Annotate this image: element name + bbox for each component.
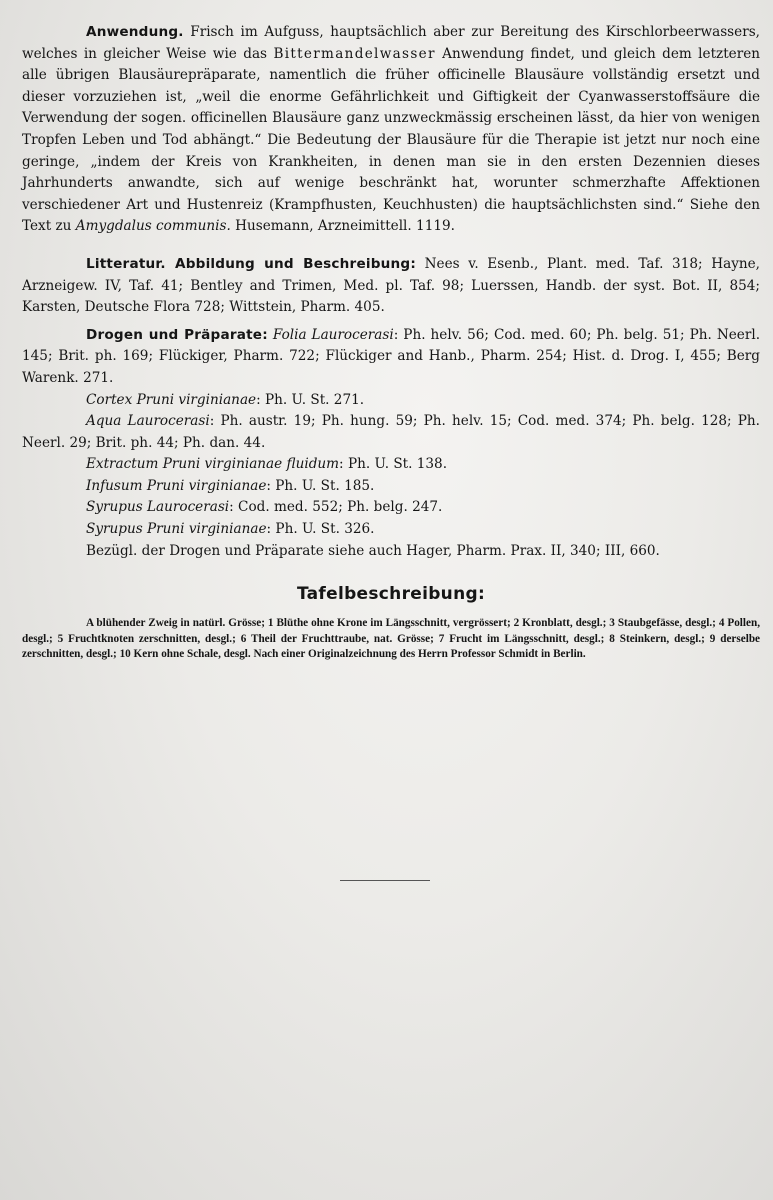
drogen-item-name: Aqua Laurocerasi (86, 413, 210, 430)
drogen-item-extractum (22, 454, 760, 476)
litteratur-heading: Litteratur. Abbildung und Beschreibung: (86, 255, 416, 272)
folia-name: Folia Laurocerasi (272, 326, 394, 343)
drogen-item-name: Syrupus Laurocerasi (86, 499, 230, 516)
drogen-item-text: : Ph. U. St. 326. (266, 521, 375, 538)
drogen-item-aqua (22, 411, 760, 454)
drogen-item-text: : Ph. U. St. 271. (256, 391, 365, 408)
drogen-paragraph (22, 325, 760, 390)
amygdalus-reference: Amygdalus communis. (75, 218, 231, 235)
anwendung-text-3: Husemann, Arzneimittell. 1119. (230, 218, 455, 235)
anwendung-text-1: Frisch im Aufguss, hauptsächlich aber zur Bereitung des Kirschlorbeerwassers, welches in gleicher Weise wie das (22, 24, 760, 62)
document-page (22, 22, 760, 662)
divider-rule (340, 880, 430, 881)
drogen-item-text: : Ph. U. St. 138. (339, 456, 448, 473)
drogen-item-text: : Cod. med. 552; Ph. belg. 247. (229, 499, 443, 516)
tafel-title: Tafelbeschreibung: (296, 584, 486, 605)
drogen-item-name: Cortex Pruni virginianae (86, 391, 257, 408)
drogen-item-name: Infusum Pruni virginianae (86, 477, 267, 494)
tafel-text: A blühender Zweig in natürl. Grösse; 1 Blüthe ohne Krone im Längsschnitt, vergrössert; 2 Kronblatt, desgl.; 3 Staubgefässe, desgl.; 4 Pollen, desgl.; 5 Fruchtknoten zerschnitten, desgl.; 6 Theil der Fruchttraube, nat. Grösse; 7 Frucht im Längsschnitt, desgl.; 8 Steinkern, desgl.; 9 derselbe zerschnitten, desgl.; 10 Kern ohne Schale, desgl. Nach einer Originalzeichnung des Herrn Professor Schmidt in Berlin. (22, 617, 760, 661)
bittermandelwasser-term: Bittermandelwasser (273, 45, 436, 62)
drogen-item-syrupus-laurocerasi (22, 497, 760, 519)
anwendung-text-2: Anwendung findet, und gleich dem letzteren alle übrigen Blausäurepräparate, namentlich die früher officinelle Blausäure vollständig ersetzt und dieser vorzuziehen ist, „weil die enorme Gefährlichkeit und Giftigkeit der Cyanwasserstoffsäure die Verwendung der sogen. officinellen Blausäure ganz unzweckmässig erscheinen lässt, da hier von wenigen Tropfen Leben und Tod abhängt.“ Die Bedeutung der Blausäure für die Therapie ist jetzt nur noch eine geringe, „indem der Kreis von Krankheiten, in denen man sie in den ersten Dezennien dieses Jahrhunderts anwandte, sich auf wenige beschränkt hat, worunter schmerzhafte Affektionen verschiedener Art und Hustenreiz (Krampfhusten, Keuchhusten) die hauptsächlichsten sind.“ Siehe den Text zu (22, 45, 760, 235)
litteratur-text: Nees v. Esenb., Plant. med. Taf. 318; Hayne, Arzneigew. IV, Taf. 41; Bentley and Trimen, Med. pl. Taf. 98; Luerssen, Handb. der syst. Bot. II, 854; Karsten, Deutsche Flora 728; Wittstein, Pharm. 405. (22, 255, 761, 316)
folia-text: : Ph. helv. 56; Cod. med. 60; Ph. belg. 51; Ph. Neerl. 145; Brit. ph. 169; Flückiger, Pharm. 722; Flückiger and Hanb., Pharm. 254; Hist. d. Drog. I, 455; Berg Warenk. 271. (22, 326, 761, 386)
drogen-item-syrupus-pruni (22, 519, 760, 541)
drogen-item-text: : Ph. U. St. 185. (266, 477, 375, 494)
drogen-item-name: Extractum Pruni virginianae fluidum (86, 456, 340, 473)
drogen-item-text: : Ph. austr. 19; Ph. hung. 59; Ph. helv. 15; Cod. med. 374; Ph. belg. 128; Ph. Neerl. 29; Brit. ph. 44; Ph. dan. 44. (22, 413, 760, 451)
litteratur-paragraph (22, 254, 760, 319)
drogen-item-cortex (22, 390, 760, 412)
anwendung-heading: Anwendung. (86, 24, 184, 40)
drogen-heading: Drogen und Präparate: (86, 326, 268, 343)
drogen-item-name: Syrupus Pruni virginianae (86, 521, 267, 538)
anwendung-paragraph (22, 22, 760, 238)
drogen-item-infusum (22, 476, 760, 498)
drogen-bezugl: Bezügl. der Drogen und Präparate siehe auch Hager, Pharm. Prax. II, 340; III, 660. (86, 542, 660, 559)
